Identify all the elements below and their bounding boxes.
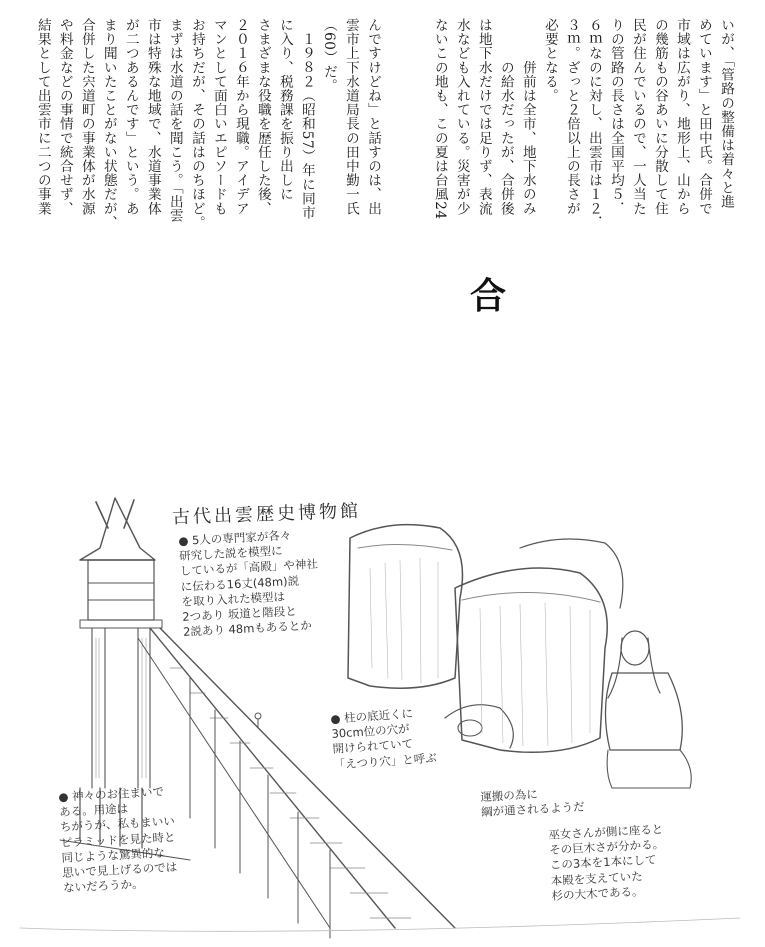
note-pillar-hole: ● 柱の底近くに 30cm位の穴が 開けられていて 「えつり穴」と呼ぶ	[330, 706, 438, 772]
shrine-maiden-drawing	[605, 631, 691, 788]
note-models: ● 5人の専門家が各々 研究した説を模型に しているが「高殿」や神社 に伝わる16丈(48m)説 を取り入れた模型は 2つあり 坂道と階段と 2説あり 48mもあるとか	[178, 528, 319, 639]
shrine-building-drawing	[80, 498, 162, 788]
drop-cap: 合	[470, 275, 507, 317]
article-column-right: いが、「管路の整備は着々と進 めています」と田中氏。合併で 市域は広がり、地形上、山から の幾筋もの谷あいに分散して住 民が住んでいるので、一人当た りの管路の長さは全国平均５． ６ｍなのに対し、出雲市は１２． ３ｍ。ざっと２倍以上の長さが 必要となる。 併前は全市、地下水のみ の給水だったが、合併後 は地下水だけでは足りず、表流 水なども入れている。災害が少 ないこの地も、この夏は台風24	[431, 18, 734, 230]
note-shrine: ● 神々のお住まいで ある。用途は ちがうが、私もまいい ピラミッドを見た時と 同じような驚異的な 思いで見上げるのでは ないだろうか。	[58, 784, 178, 895]
sketch-title: 古代出雲歴史博物館	[171, 500, 362, 529]
note-rope: 運搬の為に 綱が通されるようだ	[480, 786, 585, 820]
note-shrine-maiden: 巫女さんが側に座ると その巨木さが分かる。 この3本を1本にして 本殿を支えていた 杉の大木である。	[548, 821, 665, 903]
article-column-left: んですけどね」と話すのは、出 雲市上下水道局長の田中勤一氏 （60）だ。 １９８２（昭和57）年に同市 に入り、税務課を振り出しに さまざまな役職を歴任した後、 ２０１６年から現職。アイデア マンとして面白いエピソードも お持ちだが、その話はのちほど。 まずは水道の話を聞こう。「出雲 市は特殊な地域で、水道事業体 が二つあるんです」という。あ まり聞いたことがない状態だが、 合併した宍道町の事業体が水源 や料金などの事情で統合せず、 結果として出雲市に二つの事業	[34, 18, 381, 230]
